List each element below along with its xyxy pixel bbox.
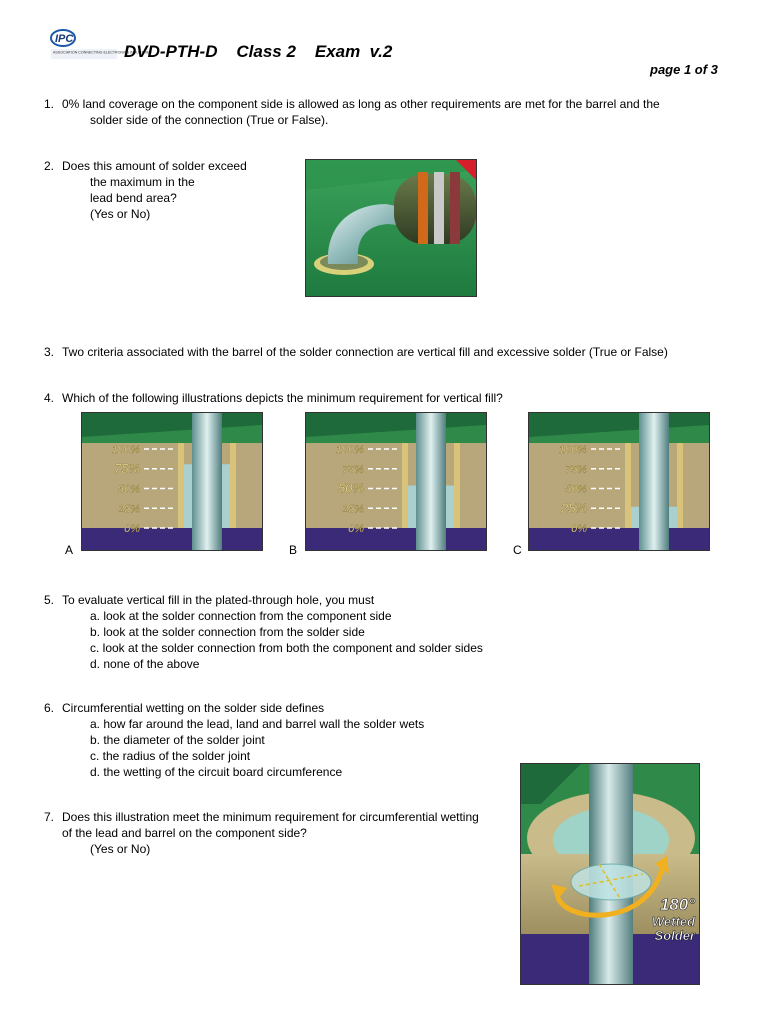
logo-tagline: ASSOCIATION CONNECTING ELECTRONICS INDUSTRIES (53, 50, 152, 55)
logo-text: IPC (55, 33, 74, 45)
question-text: of the lead and barrel on the component side? (62, 826, 307, 840)
fill-scale-label: 50% (337, 480, 364, 496)
question-number: 5. (44, 593, 55, 607)
answer-option: d. the wetting of the circuit board circumference (90, 765, 343, 779)
ipc-logo (49, 28, 152, 62)
lead-bend-solder-illustration (305, 159, 477, 297)
question-5 (44, 592, 483, 672)
fill-diagram (306, 413, 486, 550)
vertical-fill-illustration-c (528, 412, 710, 551)
question-number: 1. (44, 97, 55, 111)
question-text: lead bend area? (90, 191, 177, 205)
question-text: Does this amount of solder exceed (62, 159, 247, 173)
component-lead (192, 413, 222, 550)
question-text: 0% land coverage on the component side is allowed as long as other requirements are met for the barrel and the (62, 97, 660, 111)
fill-scale-label: 25% (117, 503, 140, 516)
fill-scale-label: 75% (564, 463, 587, 476)
question-6 (44, 700, 424, 780)
question-text: Two criteria associated with the barrel of the solder connection are vertical fill and excessive solder (True or False) (62, 345, 668, 359)
question-text: Circumferential wetting on the solder side defines (62, 701, 325, 715)
question-1 (44, 96, 660, 128)
figure-label-c: C (513, 543, 522, 557)
fill-scale-label: 50% (117, 483, 140, 496)
wetting-label-line3: Solder (654, 928, 695, 943)
answer-option: c. look at the solder connection from both the component and solder sides (90, 641, 483, 655)
vertical-fill-illustration-b (305, 412, 487, 551)
circumferential-wetting-illustration (520, 763, 700, 985)
fill-scale-label: 100% (558, 444, 587, 456)
wetting-angle-label: 180° (659, 895, 695, 914)
question-number: 4. (44, 391, 55, 405)
question-text: (Yes or No) (90, 842, 151, 856)
component-lead (416, 413, 446, 550)
answer-option: c. the radius of the solder joint (90, 749, 251, 763)
question-number: 2. (44, 159, 55, 173)
fill-scale-label: 0% (348, 523, 364, 535)
fill-scale-label: 50% (564, 483, 587, 496)
answer-option: d. none of the above (90, 657, 200, 671)
fill-scale-label: 0% (124, 523, 140, 535)
fill-scale-label: 75% (113, 460, 140, 476)
question-number: 6. (44, 701, 55, 715)
question-text: To evaluate vertical fill in the plated-through hole, you must (62, 593, 375, 607)
question-text: (Yes or No) (90, 207, 151, 221)
answer-option: a. look at the solder connection from the component side (90, 609, 392, 623)
fill-scale-label: 75% (341, 463, 364, 476)
question-2 (44, 158, 247, 222)
fill-scale-label: 25% (560, 500, 587, 516)
question-number: 7. (44, 810, 55, 824)
question-3 (44, 344, 668, 360)
question-text: the maximum in the (90, 175, 195, 189)
fill-scale-label: 0% (571, 523, 587, 535)
answer-option: b. the diameter of the solder joint (90, 733, 265, 747)
vertical-fill-illustration-a (81, 412, 263, 551)
wetting-label-line2: Wetted (651, 914, 695, 929)
fill-diagram (529, 413, 709, 550)
question-text: Does this illustration meet the minimum requirement for circumferential wetting (62, 810, 479, 824)
question-text: Which of the following illustrations depicts the minimum requirement for vertical fill? (62, 391, 503, 405)
question-4 (44, 390, 503, 406)
fill-scale-label: 100% (335, 444, 364, 456)
component-lead (639, 413, 669, 550)
fill-scale-label: 25% (341, 503, 364, 516)
fill-scale-label: 100% (111, 444, 140, 456)
figure-label-a: A (65, 543, 74, 557)
exam-title: DVD-PTH-D Class 2 Exam v.2 (124, 42, 393, 61)
answer-option: a. how far around the lead, land and barrel wall the solder wets (90, 717, 425, 731)
figure-label-b: B (289, 543, 298, 557)
question-text: solder side of the connection (True or False). (90, 113, 329, 127)
question-number: 3. (44, 345, 55, 359)
question-7 (44, 809, 479, 857)
answer-option: b. look at the solder connection from the solder side (90, 625, 365, 639)
page-number: page 1 of 3 (650, 62, 718, 77)
fill-diagram (82, 413, 262, 550)
